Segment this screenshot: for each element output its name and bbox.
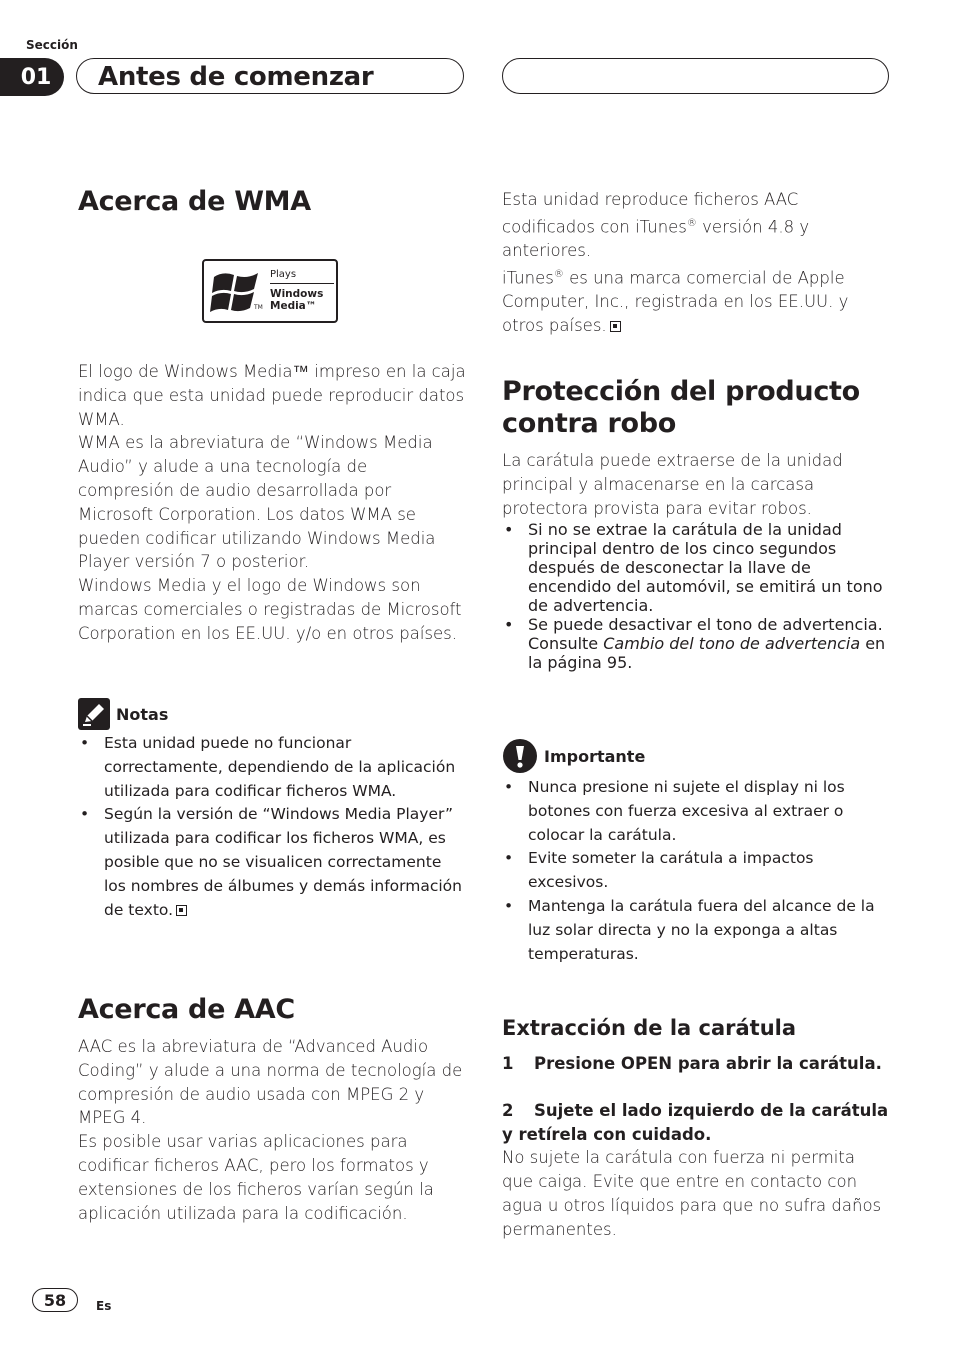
section-number-tab: [0, 58, 64, 96]
wma-paragraph-1: El logo de Windows Media™ impreso en la caja indica que esta unidad puede reproducir datos WMA.: [78, 362, 466, 429]
step-1: [502, 1052, 890, 1076]
step-1-text: Presione OPEN para abrir la carátula.: [534, 1054, 882, 1073]
important-header: [502, 738, 890, 774]
theft-bullet-2b: en la página 95.: [528, 634, 886, 673]
list-item: • Si no se extrae la carátula de la unidad principal dentro de los cinco segundos después de desconectar la llave de encendido del automóvil, se emitirá un tono de advertencia.: [502, 520, 890, 615]
itunes-text-1b: versión 4.8 y anteriores.: [502, 217, 810, 261]
list-item: • Esta unidad puede no funcionar correctamente, dependiendo de la aplicación utilizada para codificar ficheros WMA.: [78, 732, 466, 803]
itunes-text-2b: es una marca comercial de Apple Computer, Inc., registrada en los EE.UU. y otros países.: [502, 268, 849, 335]
theft-intro: La carátula puede extraerse de la unidad principal y almacenarse en la carcasa protectora provista para evitar robos.: [502, 451, 843, 518]
step-1-number: 1: [502, 1054, 514, 1073]
important-box: [502, 738, 890, 966]
step-2-text: Sujete el lado izquierdo de la carátula y retírela con cuidado.: [502, 1100, 889, 1144]
notes-list: [78, 732, 466, 922]
aac-paragraph-2: Es posible usar varias aplicaciones para codificar ficheros AAC, pero los formatos y extensiones de los ficheros varían según la aplicación utilizada para la codificación.: [78, 1132, 434, 1223]
itunes-paragraph-2: [502, 263, 890, 338]
theft-heading-line-2: contra robo: [502, 408, 677, 439]
chapter-title: Antes de comenzar: [98, 62, 374, 92]
wma-paragraph-2: WMA es la abreviatura de “Windows Media Audio” y alude a una tecnología de compresión de audio desarrollada por Microsoft Corporation. Los datos WMA se pueden codificar utilizando Windows Media Player versión 7 o posterior.: [78, 433, 436, 572]
language-code: Es: [96, 1299, 112, 1313]
aac-paragraph-1: AAC es la abreviatura de “Advanced Audio Coding” y alude a una norma de tecnología de compresión de audio usada con MPEG 2 y MPEG 4.: [78, 1037, 463, 1128]
page-number: 58: [32, 1288, 78, 1312]
empty-header-frame: [502, 58, 889, 94]
registered-mark: ®: [686, 217, 697, 229]
logo-divider: [270, 283, 334, 284]
logo-plays: Plays: [270, 269, 297, 280]
end-mark-icon: [176, 905, 187, 916]
wma-paragraph-3: [78, 574, 466, 645]
exclamation-icon: [502, 738, 538, 774]
section-label: Sección: [26, 38, 78, 52]
logo-media: Media™: [270, 300, 317, 312]
list-item: • Evite someter la carátula a impactos excesivos.: [502, 847, 890, 895]
wma-heading: Acerca de WMA: [78, 186, 311, 217]
list-item: [502, 615, 890, 672]
notes-header: [78, 698, 466, 730]
step-2: [502, 1099, 890, 1147]
aac-body: [78, 1035, 466, 1225]
list-item: [78, 803, 466, 922]
step-2-body: No sujete la carátula con fuerza ni permita que caiga. Evite que entre en contacto con agua u otros líquidos para que no sufra daños permanentes.: [502, 1148, 882, 1239]
end-mark-icon: [610, 321, 621, 332]
notes-title: Notas: [116, 704, 169, 724]
list-item: • Nunca presione ni sujete el display ni los botones con fuerza excesiva al extraer o colocar la carátula.: [502, 776, 890, 847]
wma-paragraph-3-text: Windows Media y el logo de Windows son marcas comerciales o registradas de Microsoft Corporation en los EE.UU. y/o en otros países.: [78, 576, 462, 643]
cross-reference: Cambio del tono de advertencia: [603, 634, 861, 654]
removal-steps: [502, 1052, 890, 1242]
theft-list: [502, 520, 890, 672]
wma-body: [78, 360, 466, 646]
itunes-text-1a: Esta unidad reproduce ficheros AAC codificados con iTunes: [502, 190, 799, 237]
itunes-text-2a: iTunes: [502, 268, 554, 288]
removal-heading: Extracción de la carátula: [502, 1016, 797, 1040]
theft-bullet-2a: Se puede desactivar el tono de advertencia. Consulte: [528, 615, 883, 654]
theft-heading: [502, 376, 890, 440]
section-number: 01: [20, 64, 52, 90]
windows-media-logo: [202, 259, 338, 323]
wma-notes: [78, 698, 466, 922]
itunes-paragraph-1: [502, 188, 890, 263]
list-item: • Mantenga la carátula fuera del alcance de la luz solar directa y no la exponga a altas temperaturas.: [502, 895, 890, 966]
logo-tm: TM: [254, 304, 263, 311]
theft-body: [502, 449, 890, 672]
important-list: [502, 776, 890, 966]
pencil-note-icon: [78, 698, 110, 730]
step-2-number: 2: [502, 1100, 514, 1120]
note-2-text: Según la versión de “Windows Media Player” utilizada para codificar los ficheros WMA, es posible que no se visualicen correctamente los nombres de álbumes y demás información de texto.: [104, 805, 462, 919]
theft-heading-line-1: Protección del producto: [502, 376, 860, 407]
important-title: Importante: [544, 746, 646, 766]
logo-windows: Windows: [270, 288, 324, 300]
registered-mark: ®: [553, 268, 564, 280]
itunes-body: [502, 188, 890, 338]
aac-heading: Acerca de AAC: [78, 994, 295, 1025]
